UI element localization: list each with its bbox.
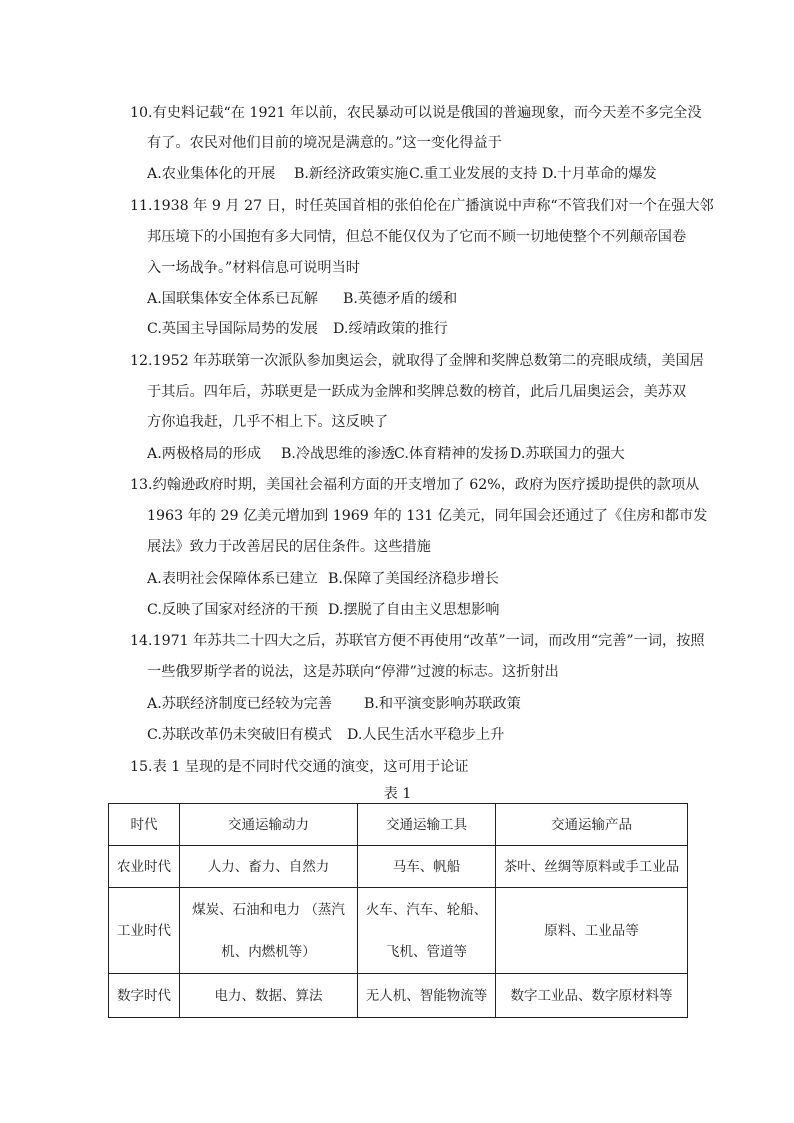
table-cell: 无人机、智能物流等 (358, 974, 496, 1018)
table-cell: 茶叶、丝绸等原料或手工业品 (496, 846, 688, 888)
question-10-option-c: C.重工业发展的支持 (409, 166, 538, 182)
question-11-option-b: B.英德矛盾的缓和 (343, 291, 458, 307)
question-14-line-2: 一些俄罗斯学者的说法，这是苏联向“停滞”过渡的标志。这折射出 (147, 664, 559, 680)
table-cell: 马车、帆船 (358, 846, 496, 888)
table-cell: 人力、畜力、自然力 (180, 846, 358, 888)
table-cell: 农业时代 (109, 846, 180, 888)
question-13-line-1: 13.约翰逊政府时期，美国社会福利方面的开支增加了 62%，政府为医疗援助提供的款项从 (130, 477, 700, 493)
table-header-row (109, 804, 688, 846)
question-12-option-c: C.体育精神的发扬 (394, 446, 509, 462)
table-cell: 煤炭、石油和电力 （蒸汽机、内燃机等） (180, 888, 358, 974)
question-12-option-b: B.冷战思维的渗透 (281, 446, 396, 462)
question-11-line-3: 入一场战争。”材料信息可说明当时 (147, 260, 360, 276)
question-12-option-d: D.苏联国力的强大 (510, 446, 625, 462)
question-13-line-2: 1963 年的 29 亿美元增加到 1969 年的 131 亿美元，同年国会还通过了《住房和都市发 (147, 508, 708, 524)
question-11-option-d: D.绥靖政策的推行 (333, 321, 448, 337)
table-cell: 数字时代 (109, 974, 180, 1018)
table-row (109, 974, 688, 1018)
question-10-line-2: 有了。农民对他们目前的境况是满意的。”这一变化得益于 (147, 135, 502, 151)
table-row (109, 888, 688, 974)
question-13-option-d: D.摆脱了自由主义思想影响 (328, 602, 500, 618)
question-12-line-3: 方你追我赶，几乎不相上下。这反映了 (147, 414, 389, 430)
table-row (109, 846, 688, 888)
question-13-option-b: B.保障了美国经济稳步增长 (328, 571, 499, 587)
question-14-option-d: D.人民生活水平稳步上升 (347, 727, 505, 743)
question-14-option-a: A.苏联经济制度已经较为完善 (147, 696, 333, 712)
table-cell: 数字工业品、数字原材料等 (496, 974, 688, 1018)
table-cell: 工业时代 (109, 888, 180, 974)
question-10-line-1: 10.有史料记载“在 1921 年以前，农民暴动可以说是俄国的普遍现象，而今天差不多完全没 (130, 105, 702, 121)
table-cell: 电力、数据、算法 (180, 974, 358, 1018)
question-14-option-b: B.和平演变影响苏联政策 (364, 696, 521, 712)
question-11-line-1: 11.1938 年 9 月 27 日，时任英国首相的张伯伦在广播演说中声称“不管我们对一个在强大邻 (130, 198, 714, 214)
question-11-option-a: A.国联集体安全体系已瓦解 (147, 291, 318, 307)
question-11-option-c: C.英国主导国际局势的发展 (147, 321, 318, 337)
question-14-line-1: 14.1971 年苏共二十四大之后，苏联官方便不再使用“改革”一词，而改用“完善”一词，按照 (130, 633, 705, 649)
question-10-option-b: B.新经济政策实施 (294, 166, 409, 182)
question-13-line-3: 展法》致力于改善居民的居住条件。这些措施 (147, 539, 431, 555)
question-12-line-1: 12.1952 年苏联第一次派队参加奥运会，就取得了金牌和奖牌总数第二的亮眼成绩，美国居 (130, 353, 704, 369)
question-11-line-2: 邦压境下的小国抱有多大同情，但总不能仅仅为了它而不顾一切地使整个不列颠帝国卷 (147, 229, 687, 245)
table-cell: 火车、汽车、轮船、 飞机、管道等 (358, 888, 496, 974)
question-13-option-a: A.表明社会保障体系已建立 (147, 571, 318, 587)
question-14-option-c: C.苏联改革仍未突破旧有模式 (147, 727, 333, 743)
transport-evolution-table (108, 803, 688, 1018)
question-10-option-d: D.十月革命的爆发 (542, 166, 657, 182)
table-header-vehicles: 交通运输工具 (358, 804, 496, 846)
table-header-products: 交通运输产品 (496, 804, 688, 846)
table-cell: 原料、工业品等 (496, 888, 688, 974)
question-15-line-1: 15.表 1 呈现的是不同时代交通的演变，这可用于论证 (130, 759, 469, 775)
question-12-line-2: 于其后。四年后，苏联更是一跃成为金牌和奖牌总数的榜首，此后几届奥运会，美苏双 (147, 384, 687, 400)
question-12-option-a: A.两极格局的形成 (147, 446, 262, 462)
table-header-era: 时代 (109, 804, 180, 846)
table-caption: 表 1 (383, 786, 412, 802)
question-13-option-c: C.反映了国家对经济的干预 (147, 602, 318, 618)
question-10-option-a: A.农业集体化的开展 (147, 166, 276, 182)
table-header-power: 交通运输动力 (180, 804, 358, 846)
